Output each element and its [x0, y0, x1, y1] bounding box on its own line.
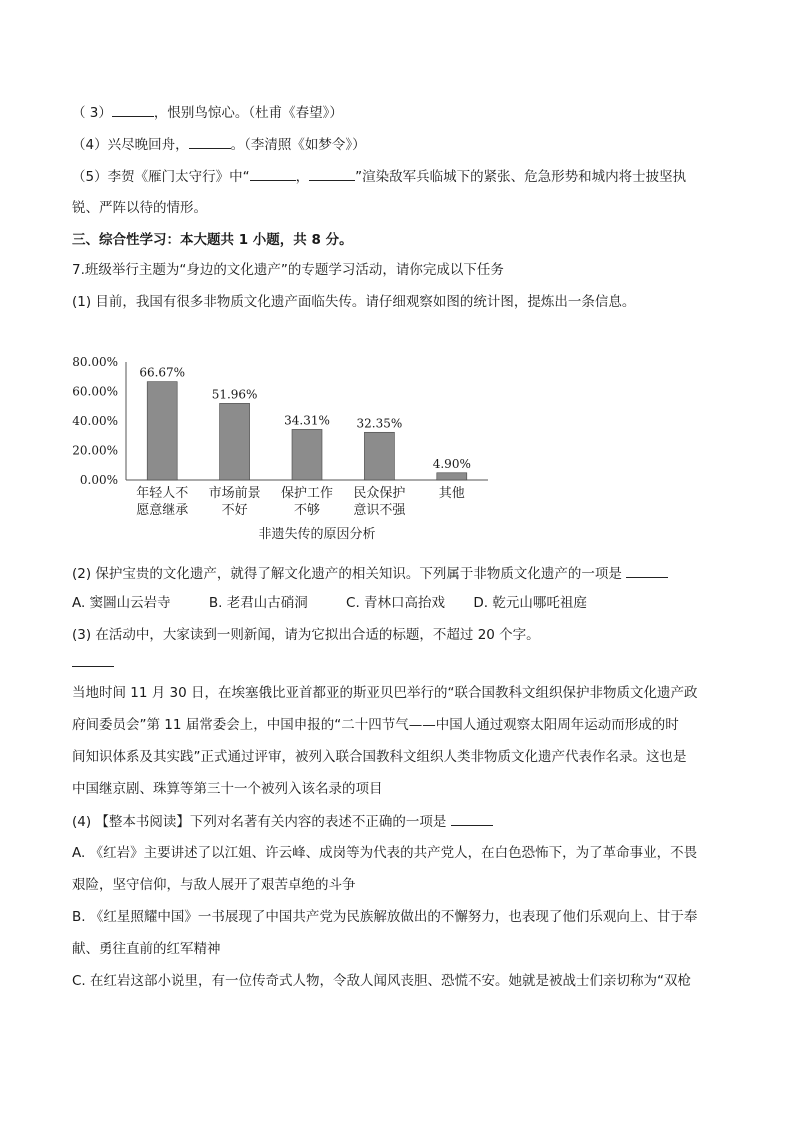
- data-label: 34.31%: [284, 413, 330, 428]
- data-label: 4.90%: [432, 456, 471, 471]
- bar: [364, 432, 394, 480]
- question-text: (4) 【整本书阅读】下列对名著有关内容的表述不正确的一项是: [72, 814, 447, 830]
- poem-line-5-cont: 锐、严阵以待的情形。: [72, 200, 207, 216]
- y-tick-label: 40.00%: [72, 414, 118, 428]
- data-label: 32.35%: [356, 416, 403, 431]
- bar: [292, 429, 322, 480]
- answer-line[interactable]: [72, 666, 114, 667]
- data-label: 51.96%: [211, 387, 258, 402]
- news-line: 中国继京剧、珠算等第三十一个被列入该名录的项目: [72, 781, 383, 797]
- poem-text: 。（李清照《如梦令》）: [230, 137, 366, 153]
- news-line: 府间委员会”第 11 届常委会上，中国申报的“二十四节气——中国人通过观察太阳周年运动而形成的时: [72, 717, 679, 733]
- x-tick-label: 意识不强: [353, 503, 406, 518]
- answer-blank[interactable]: [189, 134, 231, 149]
- x-tick-label: 市场前景: [208, 486, 261, 501]
- y-tick-label: 80.00%: [72, 355, 118, 369]
- x-tick-label: 民众保护: [353, 486, 406, 501]
- y-tick-label: 20.00%: [72, 443, 118, 458]
- data-label: 66.67%: [139, 365, 186, 380]
- option-b[interactable]: B. 老君山古硝洞: [208, 595, 308, 611]
- poem-text: ，恨别鸟惊心。（杜甫《春望》）: [153, 105, 343, 121]
- answer-blank[interactable]: [451, 811, 493, 826]
- poem-line-4: [72, 134, 366, 155]
- x-tick-label: 不够: [293, 503, 321, 518]
- answer-blank[interactable]: [309, 166, 355, 181]
- answer-blank[interactable]: [112, 102, 154, 117]
- option-d[interactable]: D. 乾元山哪吒祖庭: [473, 595, 587, 611]
- x-tick-label: 年轻人不: [136, 486, 189, 501]
- choice-a: A. 《红岩》主要讲述了以江姐、许云峰、成岗等为代表的共产党人，在白色恐怖下，为了革命事业，不畏: [72, 845, 698, 861]
- bar: [147, 382, 177, 480]
- question-7-1: (1) 目前，我国有很多非物质文化遗产面临失传。请仔细观察如图的统计图，提炼出一条信息。: [72, 294, 636, 310]
- x-axis-title: 非遗失传的原因分析: [258, 527, 376, 542]
- poem-line-5: [72, 166, 686, 187]
- item-number: （ 3）: [72, 105, 112, 121]
- poem-text: （5）李贺《雁门太守行》中“: [72, 169, 250, 185]
- bar-chart: [60, 348, 500, 548]
- choice-c: C. 在红岩这部小说里，有一位传奇式人物，令敌人闻风丧胆、恐慌不安。她就是被战士们亲切称为“双枪: [72, 973, 692, 989]
- answer-blank[interactable]: [250, 166, 296, 181]
- question-7-4: [72, 811, 493, 832]
- answer-blank[interactable]: [626, 563, 668, 578]
- options-row: [72, 593, 621, 613]
- choice-b: B. 《红星照耀中国》一书展现了中国共产党为民族解放做出的不懈努力，也表现了他们乐观向上、甘于奉: [72, 909, 698, 925]
- x-tick-label: 不好: [221, 503, 248, 518]
- poem-text: ”渲染敌军兵临城下的紧张、危急形势和城内将士披坚执: [355, 169, 687, 185]
- section-heading: 三、综合性学习：本大题共 1 小题，共 8 分。: [72, 232, 353, 248]
- choice-b-cont: 献、勇往直前的红军精神: [72, 941, 221, 957]
- x-tick-label: 保护工作: [280, 486, 334, 501]
- bar: [437, 473, 467, 480]
- news-line: 当地时间 11 月 30 日，在埃塞俄比亚首都亚的斯亚贝巴举行的“联合国教科文组织保护非物质文化遗产政: [72, 685, 698, 701]
- question-text: (2) 保护宝贵的文化遗产，就得了解文化遗产的相关知识。下列属于非物质文化遗产的一项是: [72, 566, 622, 582]
- y-tick-label: 0.00%: [79, 473, 118, 487]
- y-tick-label: 60.00%: [72, 384, 118, 399]
- x-tick-label: 其他: [438, 486, 465, 501]
- bar: [220, 403, 250, 480]
- comma: ，: [295, 169, 310, 185]
- option-c[interactable]: C. 青林口高抬戏: [346, 595, 446, 611]
- question-7-2: [72, 563, 668, 584]
- x-tick-label: 愿意继承: [136, 503, 189, 518]
- poem-text: （4）兴尽晚回舟，: [72, 137, 189, 153]
- option-a[interactable]: A. 窦圌山云岩寺: [72, 595, 171, 611]
- question-7: 7.班级举行主题为“身边的文化遗产”的专题学习活动，请你完成以下任务: [72, 262, 504, 278]
- question-7-3: (3) 在活动中，大家读到一则新闻，请为它拟出合适的标题，不超过 20 个字。: [72, 627, 540, 643]
- choice-a-cont: 艰险，坚守信仰，与敌人展开了艰苦卓绝的斗争: [72, 877, 356, 893]
- news-line: 间知识体系及其实践”正式通过评审，被列入联合国教科文组织人类非物质文化遗产代表作名录。这也是: [72, 749, 687, 765]
- poem-line-3: [72, 102, 343, 123]
